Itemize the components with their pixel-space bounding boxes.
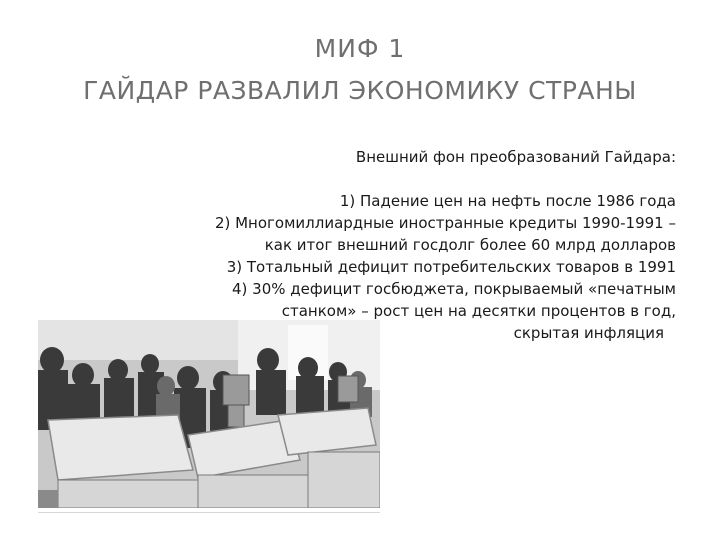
list-item-2: 2) Многомиллиардные иностранные кредиты 1990-1991 –: [214, 214, 676, 232]
list-item-3: 3) Тотальный дефицит потребительских товаров в 1991: [226, 258, 676, 276]
shop-photo-illustration: [38, 320, 380, 508]
list-item-4: 4) 30% дефицит госбюджета, покрываемый «печатным: [232, 280, 676, 298]
slide-title-line-1: МИФ 1: [314, 34, 406, 63]
list-item-1: 1) Падение цен на нефть после 1986 года: [339, 192, 676, 210]
list-item-2-continued: как итог внешний госдолг более 60 млрд долларов: [264, 236, 676, 254]
list-item-4-continued: станком» – рост цен на десятки процентов в год,: [281, 302, 676, 320]
intro-text: Внешний фон преобразований Гайдара:: [355, 148, 676, 166]
slide-title-line-2: ГАЙДАР РАЗВАЛИЛ ЭКОНОМИКУ СТРАНЫ: [83, 76, 637, 105]
photo-divider: [38, 512, 380, 513]
slide-body-text: [90, 146, 676, 344]
list-item-4-continued-2: скрытая инфляция: [513, 324, 664, 342]
spacer: [90, 168, 676, 190]
shop-photo: [38, 320, 380, 508]
